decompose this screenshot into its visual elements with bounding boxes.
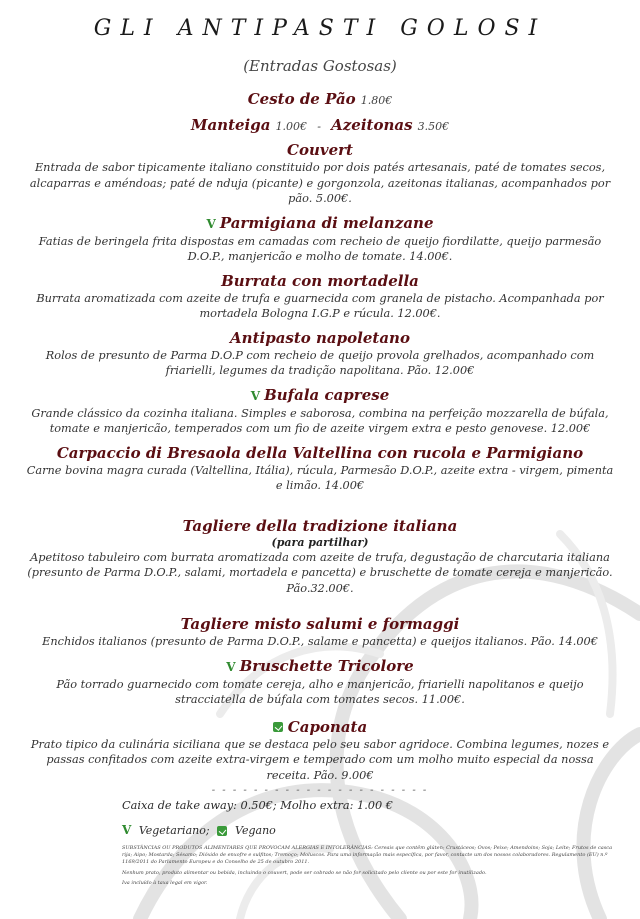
allergen-notice: SUBSTÂNCIAS OU PRODUTOS ALIMENTARES QUE PROVOCAM ALERGIAS E INTOLERÂNCIAS: Cereais que contêm glúten; Crustáceos; Ovos; Peixe; Amendoins; Soja; Leite; Frutos de casca rija; Aipo; Mostarda; Sésamo; Dióxido de enxofre e sulfitos; Tremoço; Moluscos. Para uma informação mais específica, por favor, contacte um dos nossos colaboradores. Regulamento (EU) n.º 1169/2011 do Parlamento Europeu e do Conselho de 25 de outubro 2011. [122,845,613,865]
dish-name: Antipasto napoletano [230,328,410,347]
page-title: GLI ANTIPASTI GOLOSI [93,16,547,41]
item-tagliere-tradizione [0,516,640,597]
dish-name: Carpaccio di Bresaola della Valtellina con rucola e Parmigiano [56,443,584,462]
dish-name: Burrata con mortadella [221,271,419,290]
dish-note: (para partilhar) [271,535,369,549]
dish-name: Cesto de Pão [247,90,356,108]
dish-description: Prato tipico da culinária siciliana que se destaca pelo seu sabor agridoce. Combina legumes, nozes e passas confitados com azeite extra-virgem e temperado com um molho muito especial da nossa receita. Pão. 9.00€ [30,737,610,782]
item-caponata [0,717,640,784]
dish-description: Burrata aromatizada com azeite de trufa e guarnecida com granela de pistacho. Acompanhada por mortadela Bologna I.G.P e rúcula. 12.00€. [36,291,604,320]
item-bruschette [0,656,640,708]
dish-description: Enchidos italianos (presunto de Parma D.O.P., salame e pancetta) e queijos italianos. Pão. 14.00€ [42,635,598,648]
dish-name: Azeitonas [331,116,413,134]
item-burrata [0,271,640,322]
item-bufala [0,385,640,437]
page-subtitle: (Entradas Gostosas) [243,57,397,75]
extras-line: Caixa de take away: 0.50€; Molho extra: 1.00 € [122,799,393,812]
leaf-v-icon: V [250,388,261,403]
menu-page [0,14,640,887]
couvert-notice: Nenhum prato, produto alimentar ou bebida, incluindo o couvert, pode ser cobrado se não for solicitado pelo cliente ou por este for inutilizado. [122,870,487,876]
item-manteiga-azeitonas [0,115,640,137]
legend-vegan: Vegano [235,824,276,837]
dish-price: 1.00€ [275,120,308,133]
dish-price: 3.50€ [417,120,450,133]
item-cesto [0,89,640,111]
dish-description: Rolos de presunto de Parma D.O.P com recheio de queijo provola grelhados, acompanhado com friarielli, legumes da tradição napolitana. Pão. 12.00€ [45,348,595,377]
dish-description: Grande clássico da cozinha italiana. Simples e saborosa, combina na perfeição mozzarella de búfala, tomate e manjericão, temperados com um fio de azeite virgem extra e pesto genovese. 12.00€ [31,406,609,435]
tax-notice: Iva incluído à taxa legal em vigor. [122,880,208,886]
dish-description: Carne bovina magra curada (Valtellina, Itália), rúcula, Parmesão D.O.P., azeite extra - virgem, pimenta e limão. 14.00€ [26,463,614,492]
item-parmigiana [0,213,640,265]
legend-vegetarian: Vegetariano; [138,824,210,837]
leaf-v-icon: V [122,823,132,837]
item-couvert [0,140,640,207]
vegan-leaf-icon [217,826,227,836]
dish-name: Parmigiana di melanzane [219,213,434,232]
leaf-v-icon: V [226,659,236,674]
dish-name: Tagliere misto salumi e formaggi [180,615,460,633]
dish-description: Apetitoso tabuleiro com burrata aromatizada com azeite de trufa, degustação de charcutaria italiana (presunto de Parma D.O.P., salami, mortadela e pancetta) e bruschette de tomate cereja e manjericão. Pão.32.00€. [27,550,613,595]
dish-description: Pão torrado guarnecido com tomate cereja, alho e manjericão, friarielli napolitanos e queijo stracciatella de búfala com tomates secos. 11.00€. [56,677,584,706]
dish-name: Bruschette Tricolore [239,656,414,675]
dish-name: Tagliere della tradizione italiana [182,516,458,535]
dotted-divider: - - - - - - - - - - - - - - - - - - - - - [211,785,429,796]
vegan-leaf-icon [273,722,283,732]
dish-name: Couvert [287,141,353,159]
diet-legend [0,822,640,839]
leaf-v-icon: V [206,216,216,231]
dish-description: Fatias de beringela frita dispostas em camadas com recheio de queijo fiordilatte, queijo parmesão D.O.P., manjericão e molho de tomate. 14.00€. [38,234,602,263]
item-napoletano [0,328,640,379]
dish-description: Entrada de sabor tipicamente italiano constituido por dois patés artesanais, paté de tomates secos, alcaparras e améndoas; paté de nduja (picante) e gorgonzola, azeitonas italianas, acompanhados por pão. 5.00€. [29,161,611,205]
item-carpaccio [0,443,640,494]
item-tagliere-misto [0,614,640,650]
dish-name: Caponata [287,717,368,736]
dish-name: Manteiga [190,116,271,134]
dish-price: 1.80€ [360,94,393,107]
dish-name: Bufala caprese [264,385,390,404]
separator: - [317,120,321,133]
